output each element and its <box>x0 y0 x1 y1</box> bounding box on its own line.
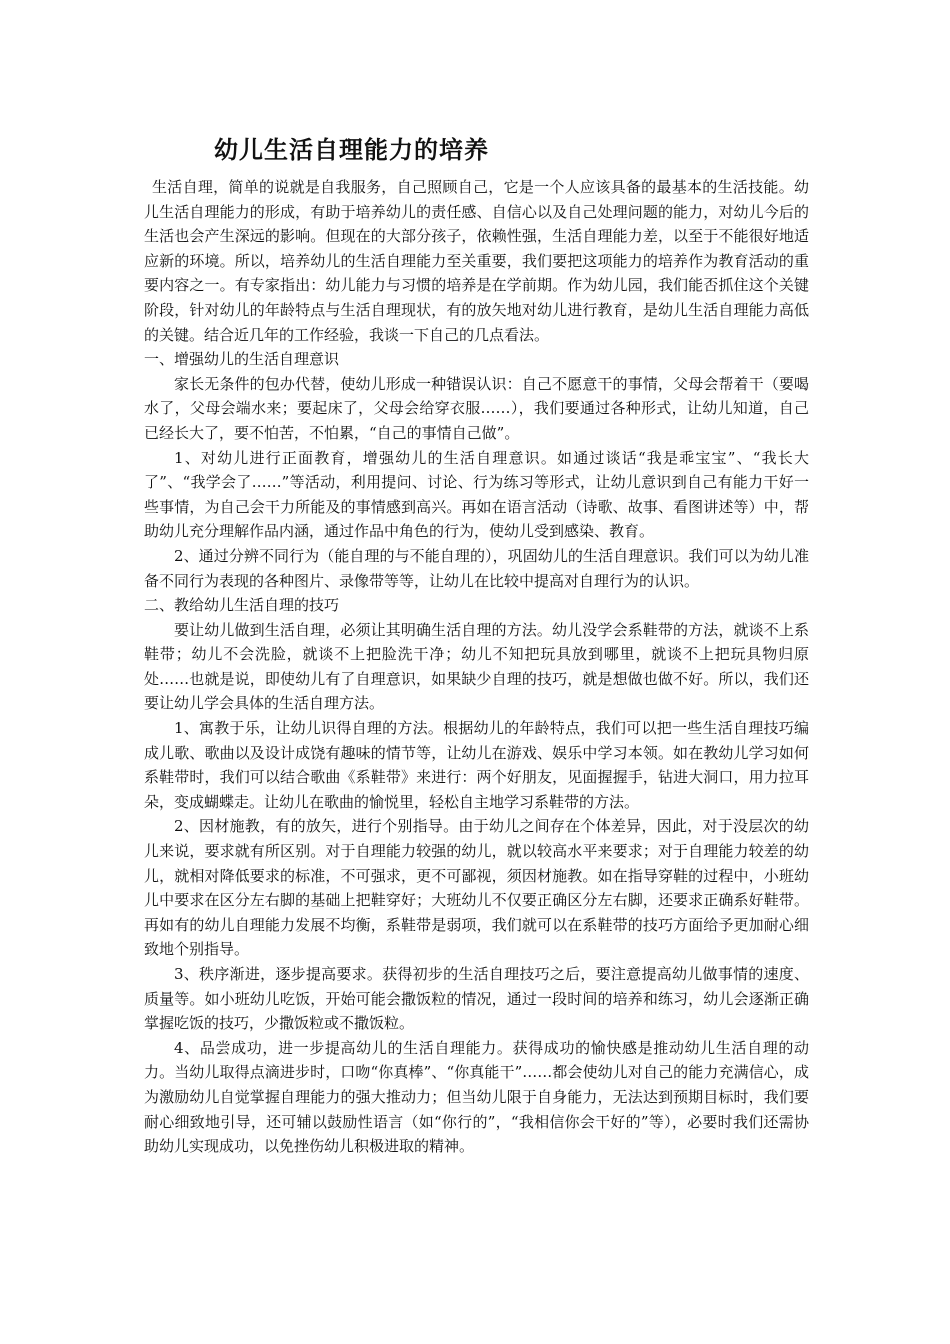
section-heading-2: 二、教给幼儿生活自理的技巧 <box>144 596 340 615</box>
paragraph: 要让幼儿做到生活自理，必须让其明确生活自理的方法。幼儿没学会系鞋带的方法，就谈不上系鞋带；幼儿不会洗脸，就谈不上把脸洗干净；幼儿不知把玩具放到哪里，就谈不上把玩具物归原处……也就是说，即使幼儿有了自理意识，如果缺少自理的技巧，就是想做也做不好。所以，我们还要让幼儿学会具体的生活自理方法。 <box>144 620 809 713</box>
section-heading-1: 一、增强幼儿的生活自理意识 <box>144 350 340 369</box>
paragraph: 2、通过分辨不同行为（能自理的与不能自理的），巩固幼儿的生活自理意识。我们可以为幼儿准备不同行为表现的各种图片、录像带等等，让幼儿在比较中提高对自理行为的认识。 <box>144 546 809 590</box>
paragraph: 1、对幼儿进行正面教育，增强幼儿的生活自理意识。如通过谈话“我是乖宝宝”、“我长大了”、“我学会了……”等活动，利用提问、讨论、行为练习等形式，让幼儿意识到自己有能力干好一些事情，为自己会干力所能及的事情感到高兴。再如在语言活动（诗歌、故事、看图讲述等）中，帮助幼儿充分理解作品内涵，通过作品中角色的行为，使幼儿受到感染、教育。 <box>144 448 809 541</box>
paragraph: 3、秩序渐进，逐步提高要求。获得初步的生活自理技巧之后，要注意提高幼儿做事情的速度、质量等。如小班幼儿吃饭，开始可能会撒饭粒的情况，通过一段时间的培养和练习，幼儿会逐渐正确掌握吃饭的技巧，少撒饭粒或不撒饭粒。 <box>144 965 809 1033</box>
intro-paragraph: 生活自理，简单的说就是自我服务，自己照顾自己，它是一个人应该具备的最基本的生活技能。幼儿生活自理能力的形成，有助于培养幼儿的责任感、自信心以及自己处理问题的能力，对幼儿今后的生活也会产生深远的影响。但现在的大部分孩子，依赖性强，生活自理能力差，以至于不能很好地适应新的环境。所以，培养幼儿的生活自理能力至关重要，我们要把这项能力的培养作为教育活动的重要内容之一。有专家指出：幼儿能力与习惯的培养是在学前期。作为幼儿园，我们能否抓住这个关键阶段，针对幼儿的年龄特点与生活自理现状，有的放矢地对幼儿进行教育，是幼儿生活自理能力高低的关键。结合近几年的工作经验，我谈一下自己的几点看法。 <box>144 178 809 344</box>
paragraph: 2、因材施教，有的放矢，进行个别指导。由于幼儿之间存在个体差异，因此，对于没层次的幼儿来说，要求就有所区别。对于自理能力较强的幼儿，就以较高水平来要求；对于自理能力较差的幼儿，就相对降低要求的标准，不可强求，更不可鄙视，须因材施教。如在指导穿鞋的过程中，小班幼儿中要求在区分左右脚的基础上把鞋穿好；大班幼儿不仅要正确区分左右脚，还要求正确系好鞋带。再如有的幼儿自理能力发展不均衡，系鞋带是弱项，我们就可以在系鞋带的技巧方面给予更加耐心细致地个别指导。 <box>144 817 809 959</box>
paragraph: 1、寓教于乐，让幼儿识得自理的方法。根据幼儿的年龄特点，我们可以把一些生活自理技巧编成儿歌、歌曲以及设计成饶有趣味的情节等，让幼儿在游戏、娱乐中学习本领。如在教幼儿学习如何系鞋带时，我们可以结合歌曲《系鞋带》来进行：两个好朋友，见面握握手，钻进大洞口，用力拉耳朵，变成蝴蝶走。让幼儿在歌曲的愉悦里，轻松自主地学习系鞋带的方法。 <box>144 719 809 811</box>
page-title: 幼儿生活自理能力的培养 <box>214 136 489 164</box>
paragraph: 家长无条件的包办代替，使幼儿形成一种错误认识：自己不愿意干的事情，父母会帮着干（要喝水了，父母会端水来；要起床了，父母会给穿衣服……），我们要通过各种形式，让幼儿知道，自己已经长大了，要不怕苦，不怕累，“自己的事情自己做”。 <box>144 374 809 442</box>
document-body <box>144 175 809 1159</box>
paragraph: 4、品尝成功，进一步提高幼儿的生活自理能力。获得成功的愉快感是推动幼儿生活自理的动力。当幼儿取得点滴进步时，口吻“你真棒”、“你真能干”……都会使幼儿对自己的能力充满信心，成为激励幼儿自觉掌握自理能力的强大推动力；但当幼儿限于自身能力，无法达到预期目标时，我们要耐心细致地引导，还可辅以鼓励性语言（如“你行的”，“我相信你会干好的”等），必要时我们还需协助幼儿实现成功，以免挫伤幼儿积极进取的精神。 <box>144 1038 809 1156</box>
